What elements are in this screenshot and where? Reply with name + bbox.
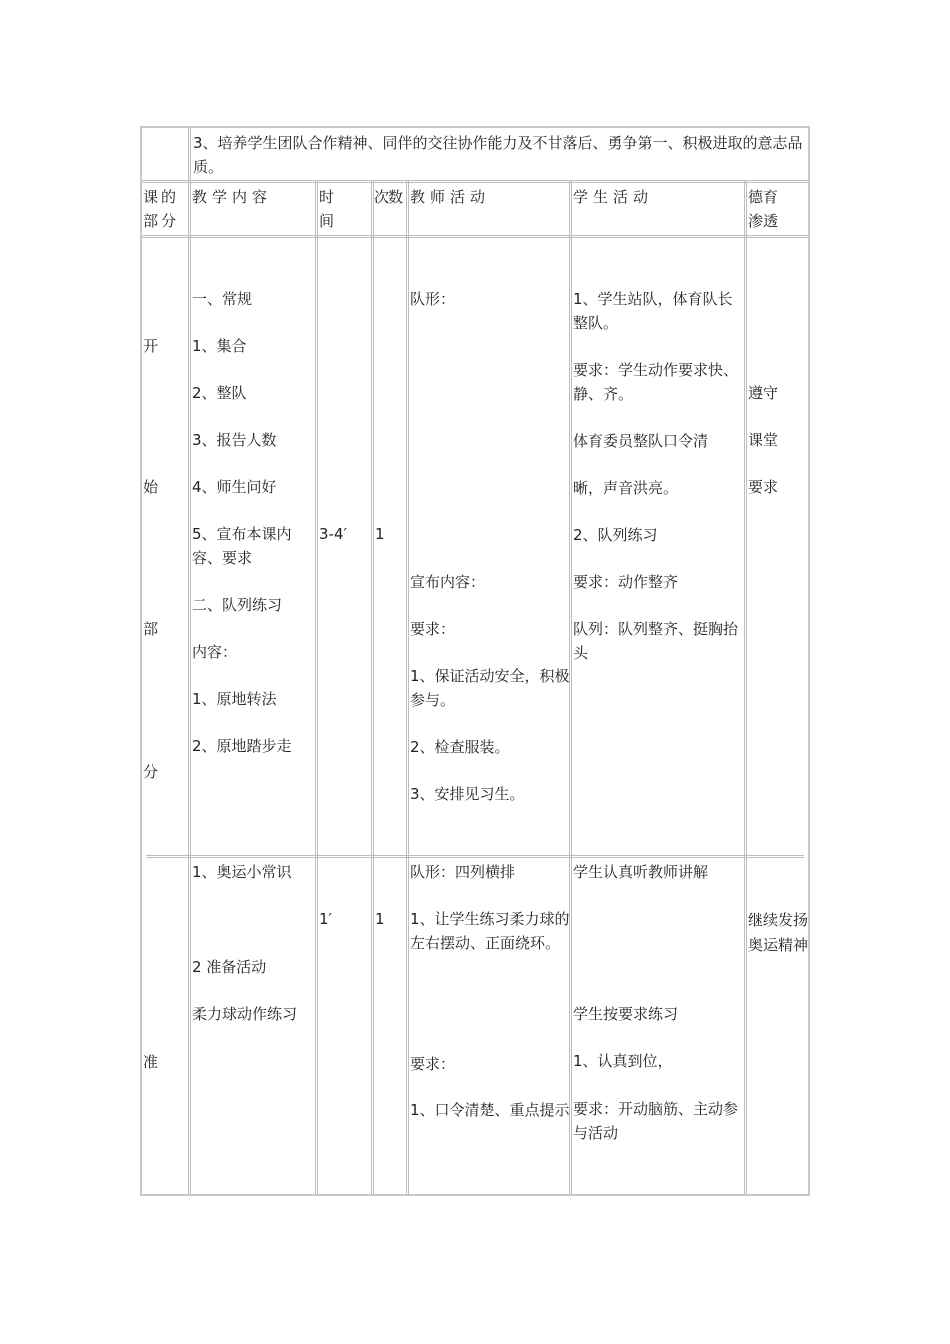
content-item: 1、原地转法 [192, 690, 277, 708]
section1-part-char-3: 部 [143, 620, 159, 638]
section1-part-char-1: 开 [143, 337, 159, 355]
section1-moral-3: 要求 [748, 478, 779, 496]
row-divider-header [142, 235, 808, 238]
col-divider-goal [188, 128, 191, 180]
section1-time: 3-4′ [319, 525, 347, 543]
content-item: 2、整队 [192, 384, 247, 402]
col-divider-3 [371, 181, 374, 1194]
section1-part-char-2: 始 [143, 478, 159, 496]
student-item: 要求：动作整齐 [573, 573, 679, 591]
content-item: 内容： [192, 643, 238, 661]
col-divider-2 [315, 181, 318, 1194]
content-item: 一、常规 [192, 290, 253, 308]
section1-content [192, 287, 312, 781]
student-item: 队列：队列整齐、挺胸抬头 [573, 620, 739, 662]
section2-part-char: 准 [143, 1053, 159, 1071]
header-content: 教学内容 [192, 188, 273, 206]
student-item: 体育委员整队口令清 [573, 432, 709, 450]
teacher-item: 3、安排见习生。 [410, 785, 525, 803]
section2-teacher-1: 队形：四列横排 [410, 863, 516, 881]
content-item: 2、原地踏步走 [192, 737, 292, 755]
section2-content-2: 2 准备活动 [192, 958, 267, 976]
teacher-item: 宣布内容： [410, 573, 486, 591]
section2-teacher-3: 要求： [410, 1055, 456, 1073]
content-item: 4、师生问好 [192, 478, 277, 496]
section2-student-3: 1、认真到位， [573, 1052, 673, 1070]
student-item: 2、队列练习 [573, 526, 658, 544]
student-item: 要求：学生动作要求快、静、齐。 [573, 361, 739, 403]
content-item: 1、集合 [192, 337, 247, 355]
goal-text: 3、培养学生团队合作精神、同伴的交往协作能力及不甘落后、勇争第一、积极进取的意志品质。 [193, 134, 803, 176]
student-item: 1、学生站队，体育队长整队。 [573, 290, 733, 332]
student-item: 晰，声音洪亮。 [573, 479, 679, 497]
header-section: 课的部分 [143, 188, 180, 230]
content-item: 二、队列练习 [192, 596, 283, 614]
section1-moral-1: 遵守 [748, 384, 779, 402]
header-student: 学生活动 [573, 188, 654, 206]
section2-content-1: 1、奥运小常识 [192, 863, 292, 881]
content-item: 3、报告人数 [192, 431, 277, 449]
section1-part-char-4: 分 [143, 763, 159, 781]
row-divider-section1 [146, 855, 804, 858]
section1-teacher [410, 570, 570, 829]
row-divider-goal [142, 180, 808, 183]
section1-count: 1 [375, 525, 385, 543]
section2-student-2: 学生按要求练习 [573, 1005, 679, 1023]
header-time: 时间 [319, 188, 335, 230]
content-item: 5、宣布本课内容、要求 [192, 525, 292, 567]
section1-teacher-formation: 队形： [410, 290, 456, 308]
section1-student [573, 287, 745, 688]
section2-teacher-2: 1、让学生练习柔力球的左右摆动、正面绕环。 [410, 910, 570, 952]
section2-content-3: 柔力球动作练习 [192, 1005, 298, 1023]
col-divider-4 [406, 181, 409, 1194]
header-count: 次数 [374, 188, 403, 206]
section2-time: 1′ [319, 910, 332, 928]
teacher-item: 2、检查服装。 [410, 738, 510, 756]
teacher-item: 1、保证活动安全，积极参与。 [410, 667, 570, 709]
header-teacher: 教师活动 [410, 188, 491, 206]
teacher-item: 要求： [410, 620, 456, 638]
col-divider-1 [188, 181, 191, 1194]
header-moral: 德育渗透 [748, 188, 779, 230]
section2-teacher-4: 1、口令清楚、重点提示 [410, 1101, 570, 1119]
section2-student-4: 要求：开动脑筋、主动参与活动 [573, 1100, 739, 1142]
section1-moral-2: 课堂 [748, 431, 779, 449]
section2-student-1: 学生认真听教师讲解 [573, 863, 709, 881]
section2-moral: 继续发扬奥运精神 [748, 911, 809, 954]
section2-count: 1 [375, 910, 385, 928]
